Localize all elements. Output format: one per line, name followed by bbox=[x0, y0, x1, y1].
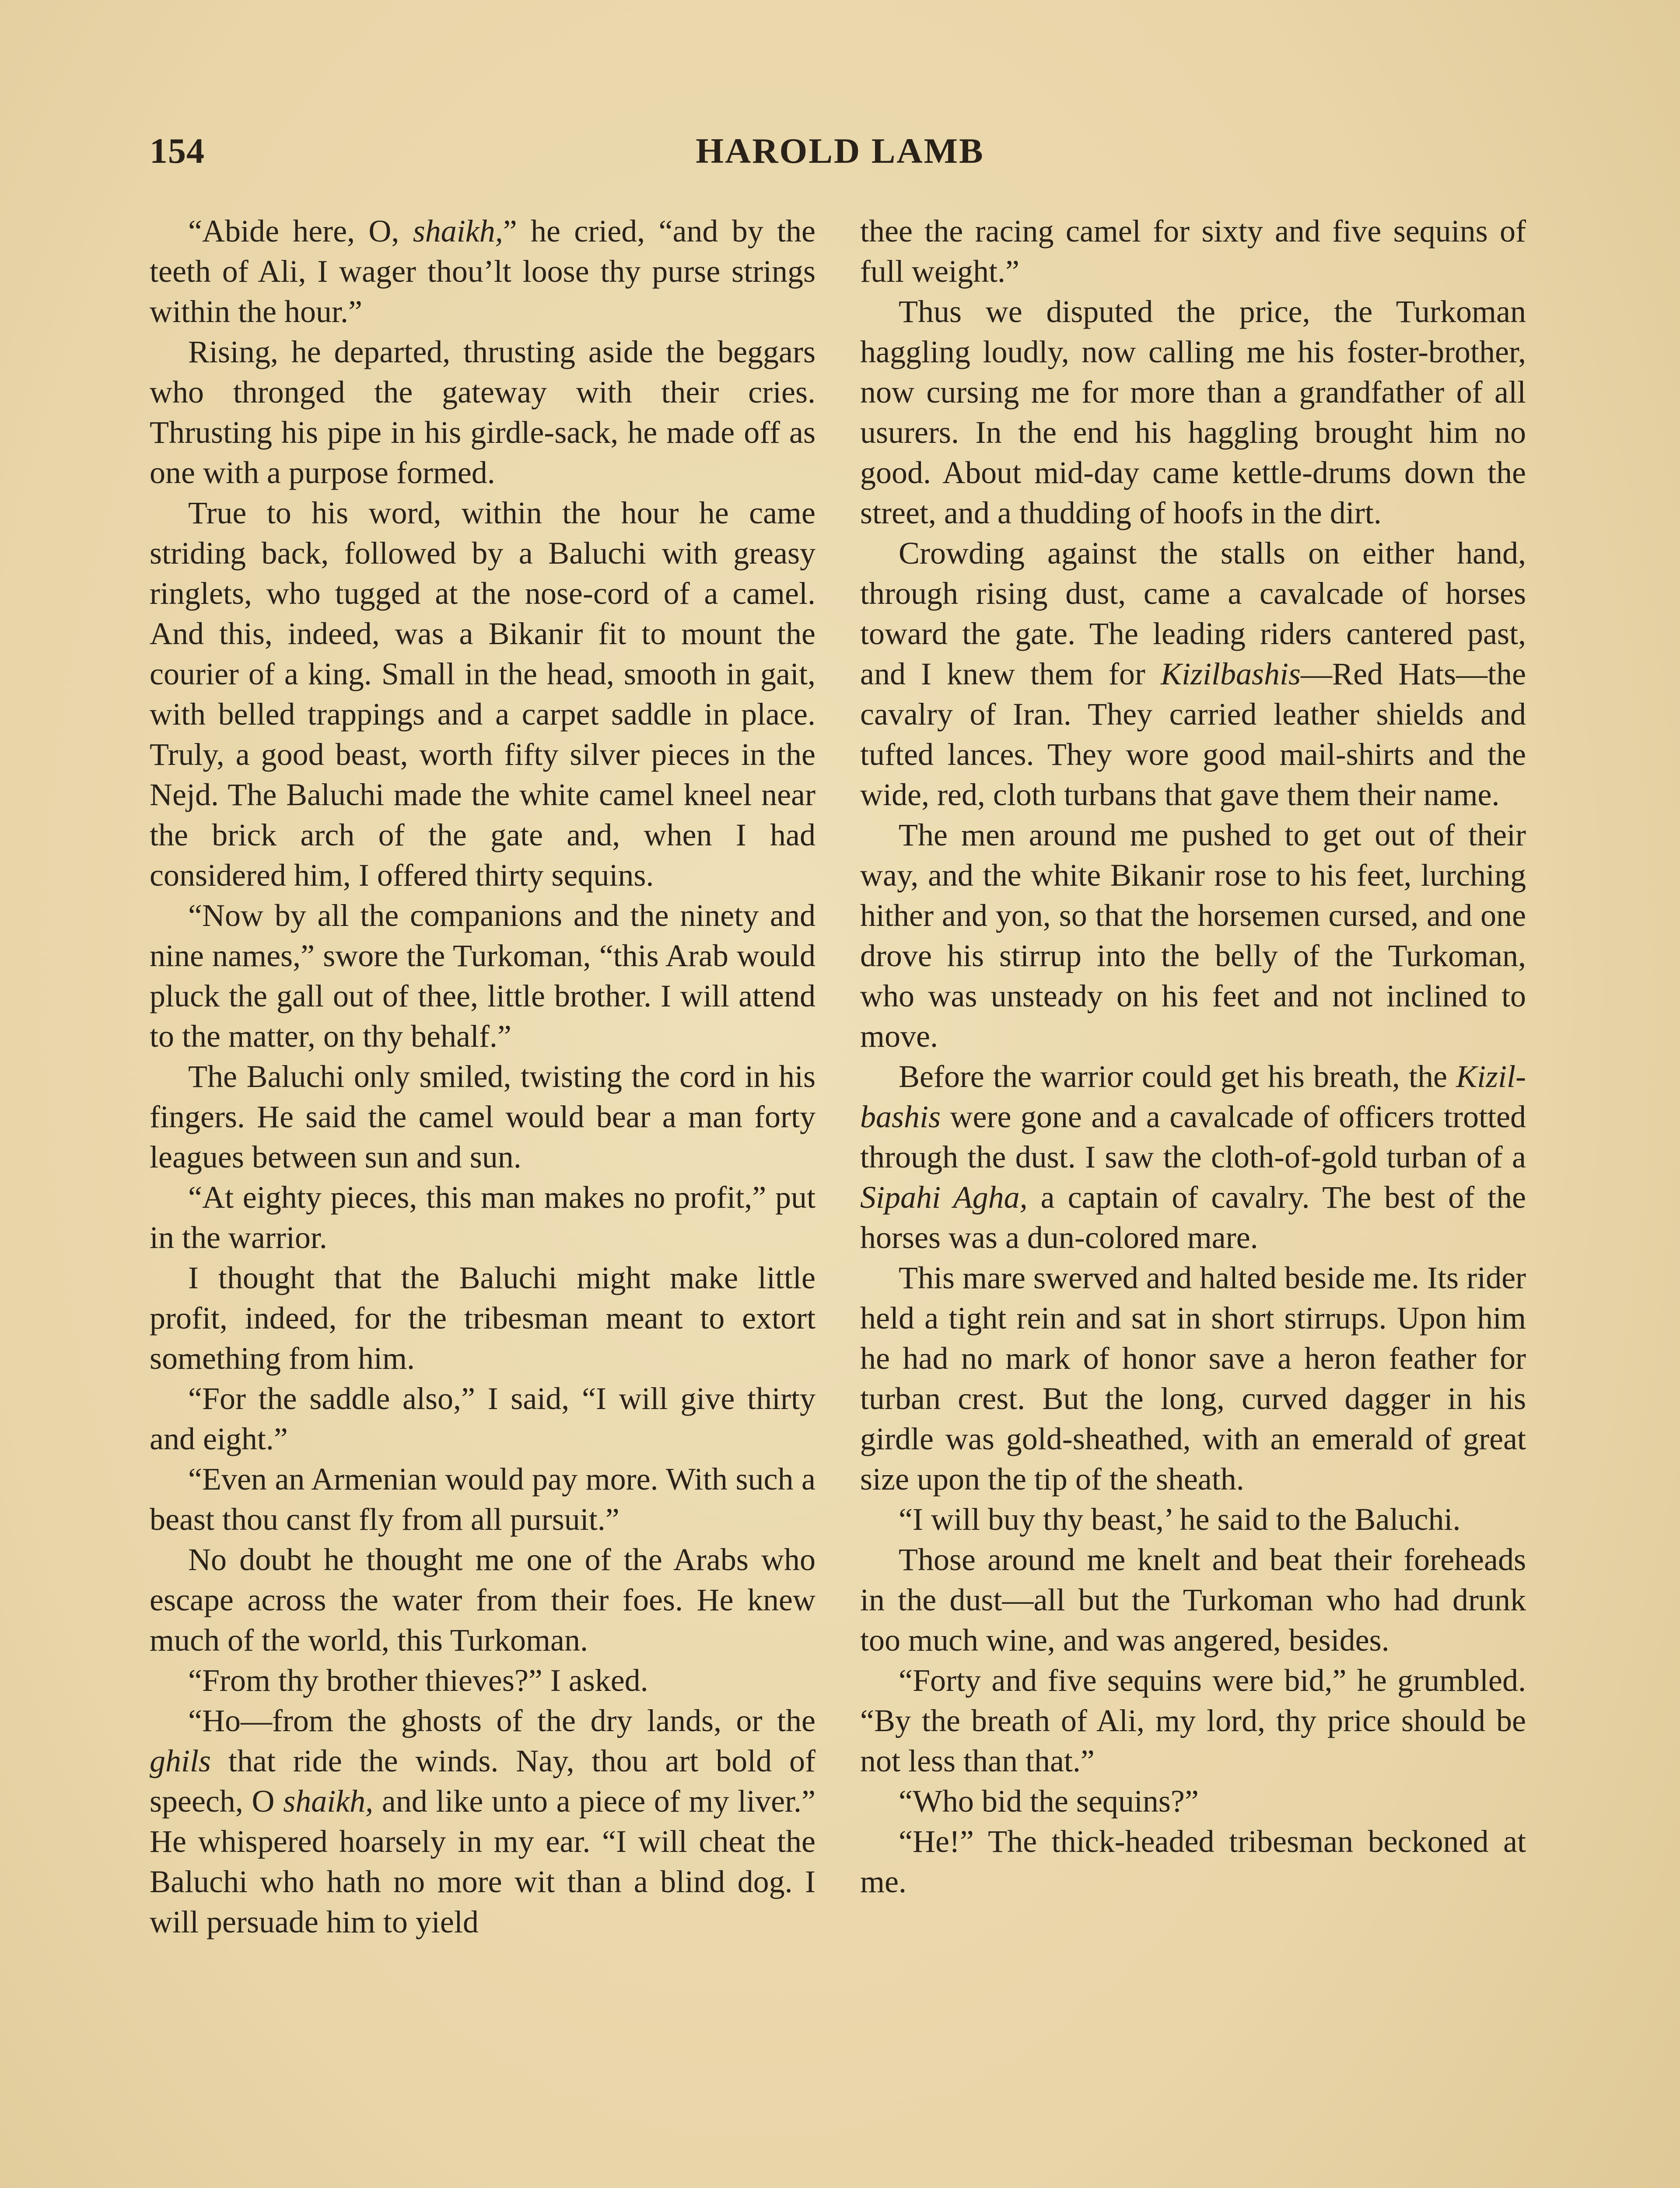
running-head: HAROLD LAMB bbox=[696, 131, 984, 171]
paragraph: “Who bid the sequins?” bbox=[899, 1784, 1199, 1819]
left-text-column bbox=[150, 211, 816, 1942]
paragraph: “From thy brother thieves?” I asked. bbox=[188, 1663, 648, 1698]
page-number: 154 bbox=[150, 131, 205, 171]
paragraph: “At eighty pieces, this man makes no profit,” put in the warrior. bbox=[150, 1180, 816, 1255]
paragraph: Before the warrior could get his breath, the Kizil-bashis were gone and a cavalcade of officers trotted through the dust. I saw the cloth-of-gold turban of a Sipahi Agha, a captain of cavalry. The best of the horses was a dun-colored mare. bbox=[860, 1059, 1526, 1255]
paragraph: Those around me knelt and beat their foreheads in the dust—all but the Turkoman who had drunk too much wine, and was angered, besides. bbox=[860, 1542, 1526, 1658]
paragraph: “Even an Armenian would pay more. With such a beast thou canst fly from all pursuit.” bbox=[150, 1462, 816, 1537]
right-text-column bbox=[860, 211, 1526, 1902]
paragraph: “For the saddle also,” I said, “I will give thirty and eight.” bbox=[150, 1381, 816, 1456]
paragraph: thee the racing camel for sixty and five sequins of full weight.” bbox=[860, 214, 1526, 289]
paragraph: The men around me pushed to get out of their way, and the white Bikanir rose to his feet, lurching hither and yon, so that the horsemen cursed, and one drove his stirrup into the belly of the Turkoman, who was unsteady on his feet and not inclined to move. bbox=[860, 817, 1526, 1054]
paragraph: “Abide here, O, shaikh,” he cried, “and by the teeth of Ali, I wager thou’lt loose thy purse strings within the hour.” bbox=[150, 214, 816, 329]
paragraph: I thought that the Baluchi might make little profit, indeed, for the tribesman meant to extort something from him. bbox=[150, 1260, 816, 1376]
paragraph: Rising, he departed, thrusting aside the beggars who thronged the gateway with their cries. Thrusting his pipe in his girdle-sack, he made off as one with a purpose formed. bbox=[150, 334, 816, 490]
paragraph: This mare swerved and halted beside me. Its rider held a tight rein and sat in short stirrups. Upon him he had no mark of honor save a heron feather for turban crest. But the long, curved dagger in his girdle was gold-sheathed, with an emerald of great size upon the tip of the sheath. bbox=[860, 1260, 1526, 1497]
paragraph: Thus we disputed the price, the Turkoman haggling loudly, now calling me his foster-brother, now cursing me for more than a grandfather of all usurers. In the end his haggling brought him no good. About mid-day came kettle-drums down the street, and a thudding of hoofs in the dirt. bbox=[860, 294, 1526, 530]
paragraph: “Ho—from the ghosts of the dry lands, or the ghils that ride the winds. Nay, thou art bold of speech, O shaikh, and like unto a piece of my liver.” He whispered hoarsely in my ear. “I will cheat the Baluchi who hath no more wit than a blind dog. I will persuade him to yield bbox=[150, 1703, 816, 1939]
paragraph: True to his word, within the hour he came striding back, followed by a Baluchi with greasy ringlets, who tugged at the nose-cord of a camel. And this, indeed, was a Bikanir fit to mount the courier of a king. Small in the head, smooth in gait, with belled trappings and a carpet saddle in place. Truly, a good beast, worth fifty silver pieces in the Nejd. The Baluchi made the white camel kneel near the brick arch of the gate and, when I had considered him, I offered thirty sequins. bbox=[150, 495, 816, 893]
paragraph: No doubt he thought me one of the Arabs who escape across the water from their foes. He knew much of the world, this Turkoman. bbox=[150, 1542, 816, 1658]
paragraph: “I will buy thy beast,’ he said to the Baluchi. bbox=[899, 1502, 1461, 1537]
paragraph: “Forty and five sequins were bid,” he grumbled. “By the breath of Ali, my lord, thy price should be not less than that.” bbox=[860, 1663, 1526, 1778]
paragraph: The Baluchi only smiled, twisting the cord in his fingers. He said the camel would bear a man forty leagues between sun and sun. bbox=[150, 1059, 816, 1175]
paragraph: Crowding against the stalls on either hand, through rising dust, came a cavalcade of horses toward the gate. The leading riders cantered past, and I knew them for Kizilbashis—Red Hats—the cavalry of Iran. They carried leather shields and tufted lances. They wore good mail-shirts and the wide, red, cloth turbans that gave them their name. bbox=[860, 536, 1526, 812]
paragraph: “He!” The thick-headed tribesman beckoned at me. bbox=[860, 1824, 1526, 1899]
paragraph: “Now by all the companions and the ninety and nine names,” swore the Turkoman, “this Arab would pluck the gall out of thee, little brother. I will attend to the matter, on thy behalf.” bbox=[150, 898, 816, 1054]
